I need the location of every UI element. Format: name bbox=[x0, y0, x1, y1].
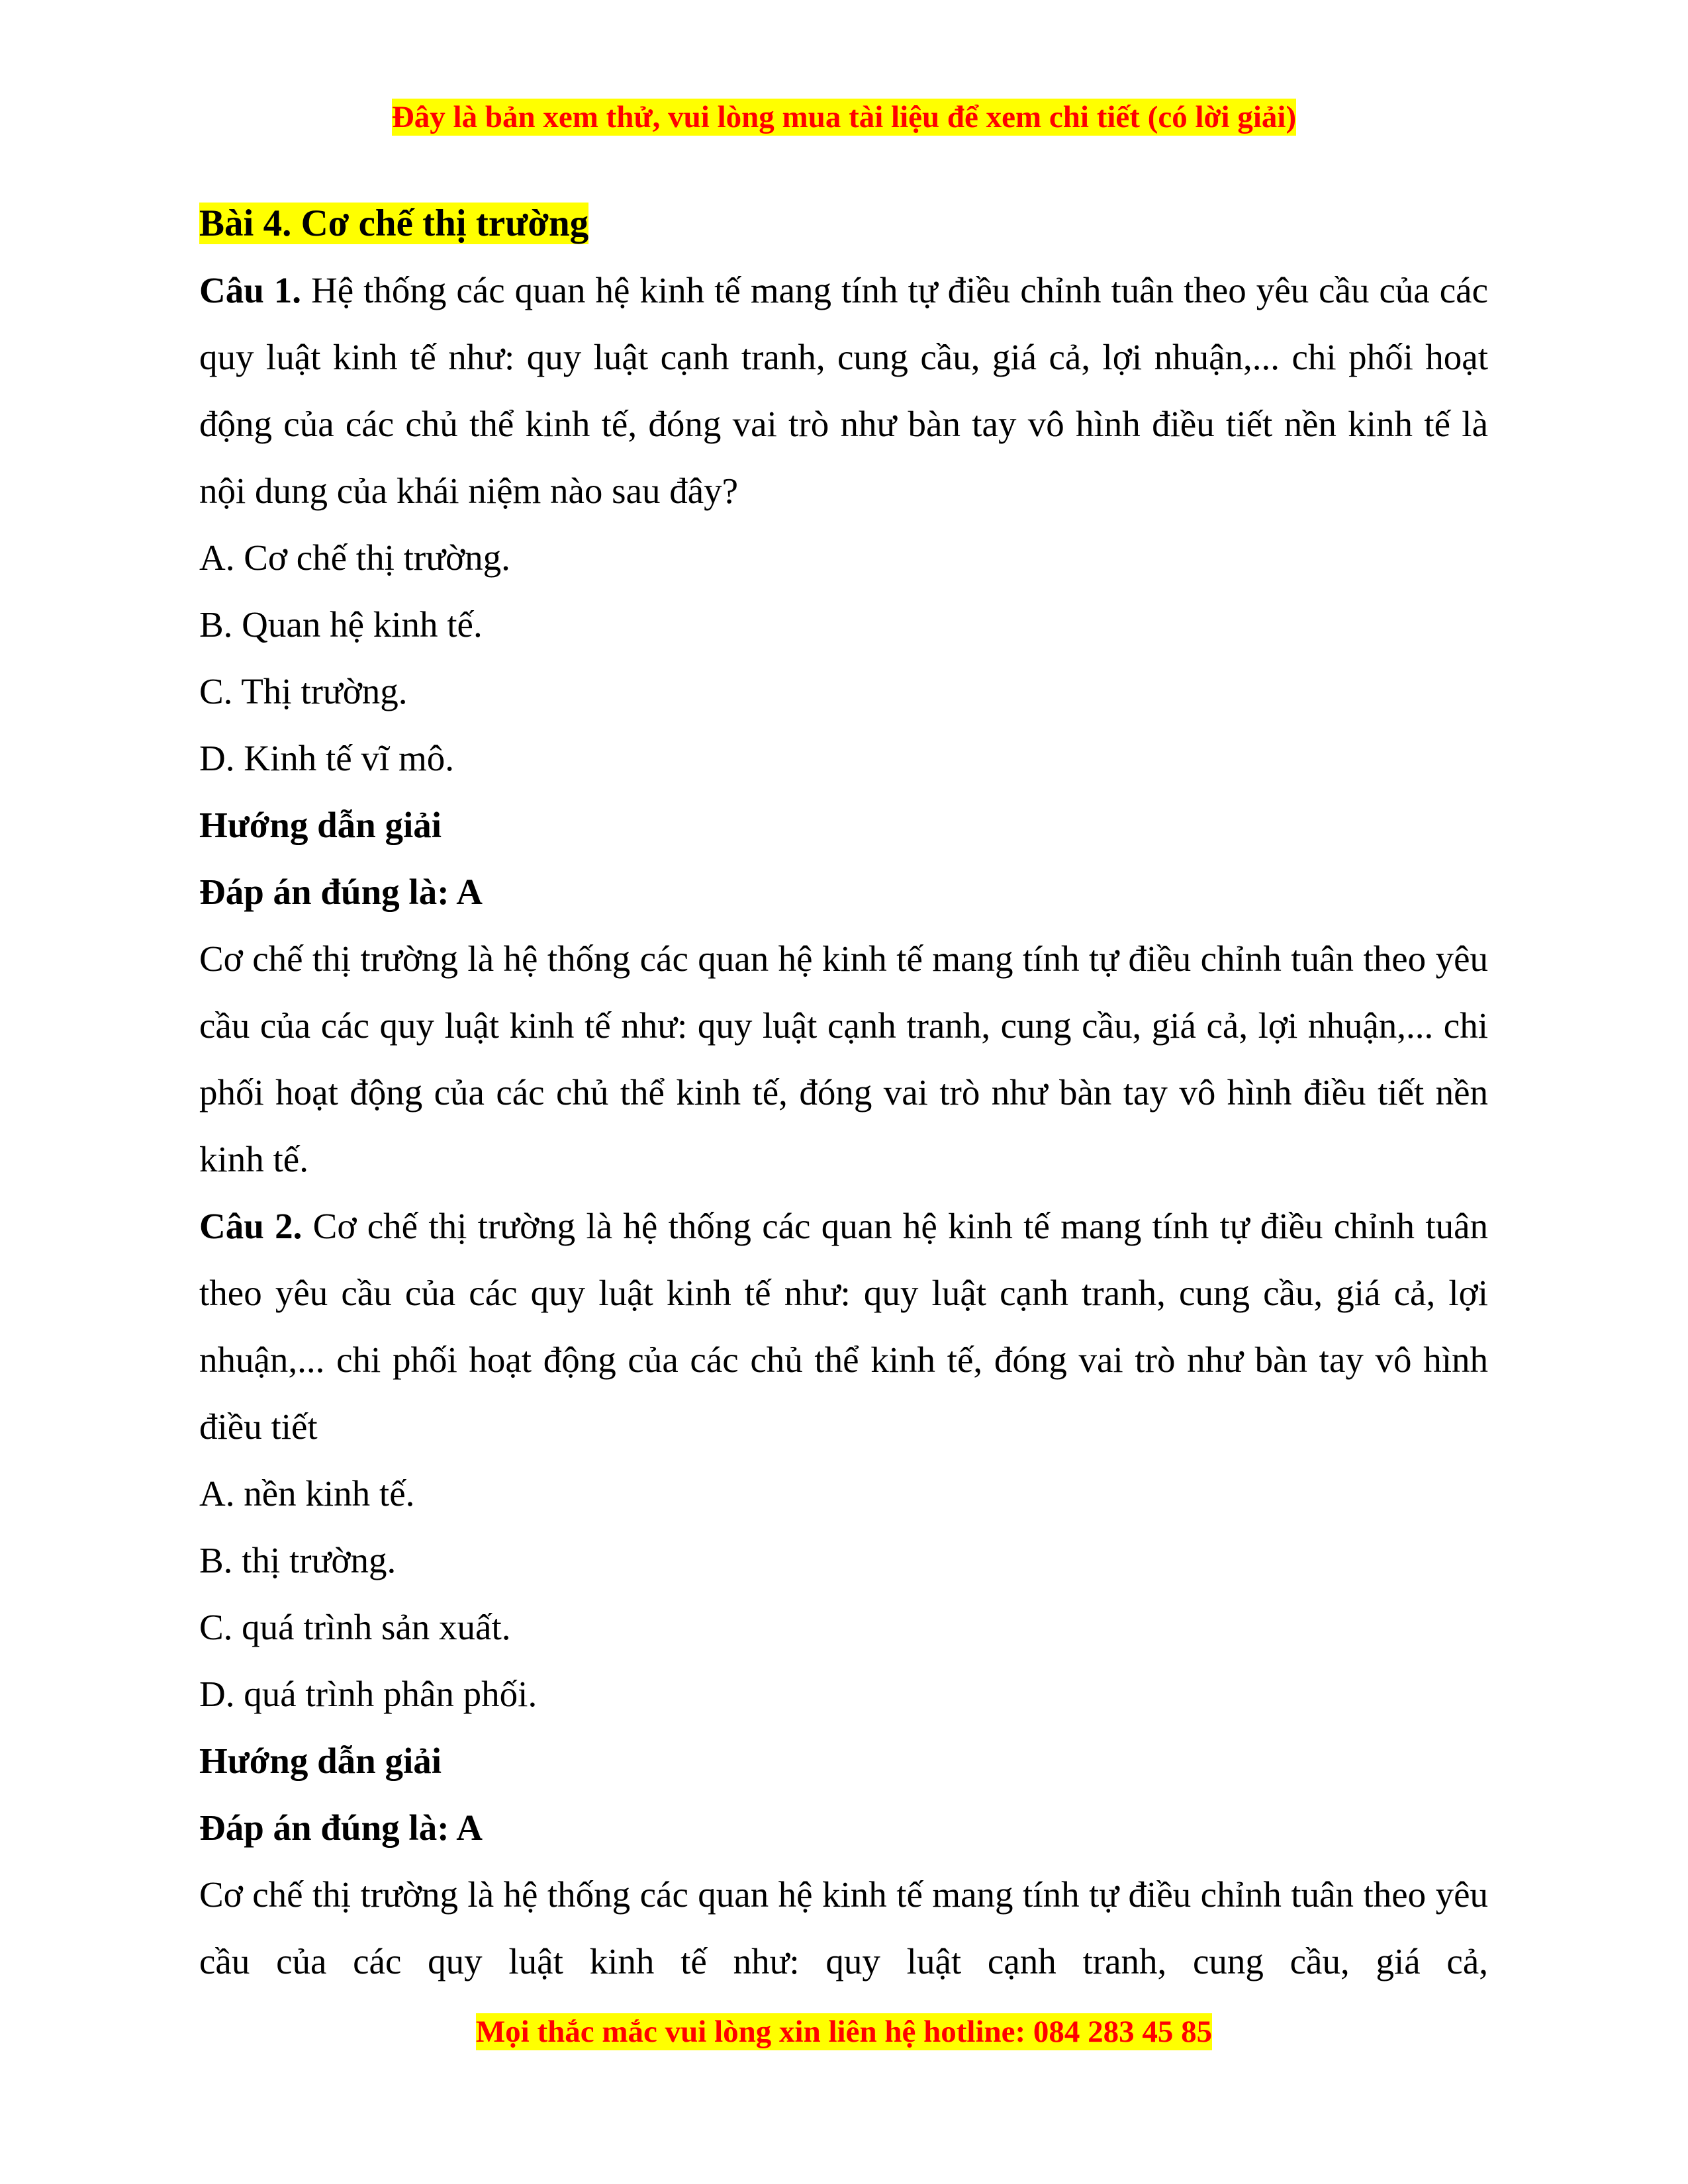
correct-answer: Đáp án đúng là: A bbox=[199, 872, 483, 912]
question-text: Cơ chế thị trường là hệ thống các quan hệ kinh tế mang tính tự điều chỉnh tuân theo yêu cầu của các quy luật kinh tế như: quy luật cạnh tranh, cung cầu, giá cả, lợi nhuận,... chi phối hoạt động của các chủ thể kinh tế, đóng vai trò như bàn tay vô hình điều tiết bbox=[199, 1206, 1489, 1447]
hotline-text: Mọi thắc mắc vui lòng xin liên hệ hotline: 084 283 45 85 bbox=[475, 2015, 1213, 2049]
option-d: D. quá trình phân phối. bbox=[199, 1674, 538, 1714]
lesson-title bbox=[199, 190, 1488, 257]
option-b: B. Quan hệ kinh tế. bbox=[199, 604, 483, 645]
question-2 bbox=[199, 1193, 1488, 1995]
question-text: Hệ thống các quan hệ kinh tế mang tính tự điều chỉnh tuân theo yêu cầu của các quy luật kinh tế như: quy luật cạnh tranh, cung cầu, giá cả, lợi nhuận,... chi phối hoạt động của các chủ thể kinh tế, đóng vai trò như bàn tay vô hình điều tiết nền kinh tế là nội dung của khái niệm nào sau đây? bbox=[199, 270, 1489, 511]
question-1 bbox=[199, 257, 1488, 1193]
option-d: D. Kinh tế vĩ mô. bbox=[199, 738, 454, 778]
explanation: Cơ chế thị trường là hệ thống các quan hệ kinh tế mang tính tự điều chỉnh tuân theo yêu cầu của các quy luật kinh tế như: quy luật cạnh tranh, cung cầu, giá cả, bbox=[199, 1874, 1488, 1981]
option-c: C. quá trình sản xuất. bbox=[199, 1607, 511, 1647]
option-a: A. Cơ chế thị trường. bbox=[199, 537, 510, 578]
question-label: Câu 2. bbox=[199, 1206, 303, 1246]
lesson-title-text: Bài 4. Cơ chế thị trường bbox=[199, 203, 589, 244]
correct-answer: Đáp án đúng là: A bbox=[199, 1807, 483, 1848]
document-body bbox=[199, 190, 1488, 1995]
guide-heading: Hướng dẫn giải bbox=[199, 1741, 442, 1781]
option-a: A. nền kinh tế. bbox=[199, 1473, 415, 1514]
preview-notice-text: Đây là bản xem thử, vui lòng mua tài liệu để xem chi tiết (có lời giải) bbox=[391, 100, 1297, 134]
question-stem bbox=[199, 257, 1488, 524]
option-b: B. thị trường. bbox=[199, 1540, 397, 1580]
preview-notice-banner bbox=[0, 99, 1688, 135]
question-label: Câu 1. bbox=[199, 270, 302, 310]
question-stem bbox=[199, 1193, 1488, 1460]
hotline-banner bbox=[0, 2014, 1688, 2050]
guide-heading: Hướng dẫn giải bbox=[199, 805, 442, 845]
option-c: C. Thị trường. bbox=[199, 671, 408, 711]
explanation: Cơ chế thị trường là hệ thống các quan hệ kinh tế mang tính tự điều chỉnh tuân theo yêu cầu của các quy luật kinh tế như: quy luật cạnh tranh, cung cầu, giá cả, lợi nhuận,... chi phối hoạt động của các chủ thể kinh tế, đóng vai trò như bàn tay vô hình điều tiết nền kinh tế. bbox=[199, 938, 1488, 1179]
